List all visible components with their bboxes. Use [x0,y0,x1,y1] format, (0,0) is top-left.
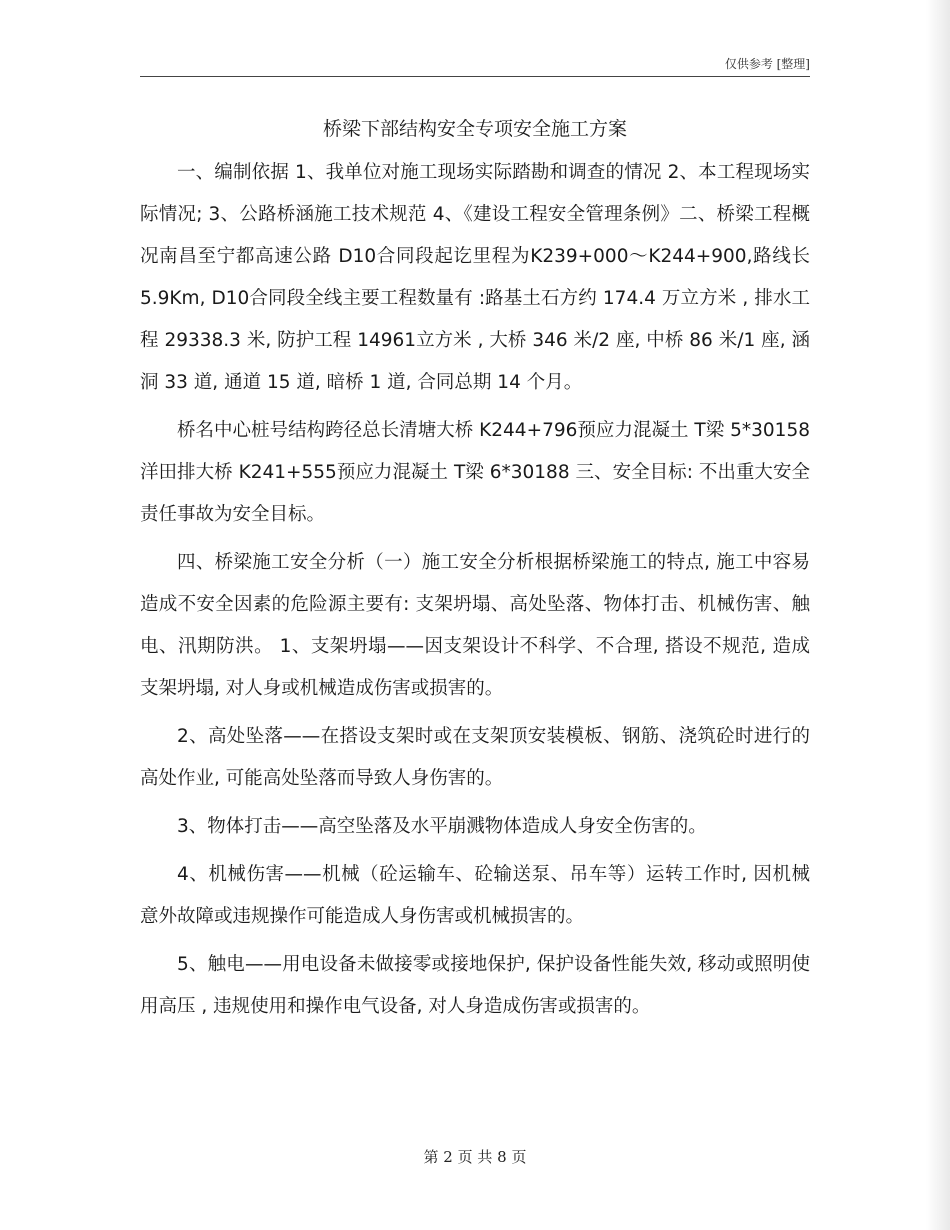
paragraph-fall-from-height: 2、高处坠落——在搭设支架时或在支架顶安装模板、钢筋、浇筑砼时进行的高处作业, 可能高处坠落而导致人身伤害的。 [140,726,810,789]
header-rule [140,76,810,77]
paragraph-electric-shock: 5、触电——用电设备未做接零或接地保护, 保护设备性能失效, 移动或照明使用高压 , 违规使用和操作电气设备, 对人身造成伤害或损害的。 [140,954,810,1017]
paragraph-safety-analysis: 四、桥梁施工安全分析（一）施工安全分析根据桥梁施工的特点, 施工中容易造成不安全因素的危险源主要有: 支架坍塌、高处坠落、物体打击、机械伤害、触电、汛期防洪。 1、支架坍塌——因支架设计不科学、不合理, 搭设不规范, 造成支架坍塌, 对人身或机械造成伤害或损害的。 [140,552,810,699]
page-edge-shadow [926,0,950,1230]
paragraph-bridges-goal: 桥名中心桩号结构跨径总长清塘大桥 K244+796预应力混凝土 T梁 5*30158 洋田排大桥 K241+555预应力混凝土 T梁 6*30188 三、安全目标: 不出重大安全责任事故为安全目标。 [140,420,810,525]
paragraph-object-strike: 3、物体打击——高空坠落及水平崩溅物体造成人身安全伤害的。 [177,816,707,837]
header-note: 仅供参考 [整理] [724,57,810,71]
page-number: 第 2 页 共 8 页 [423,1148,527,1166]
document-title: 桥梁下部结构安全专项安全施工方案 [322,118,627,140]
paragraph-basis-overview: 一、编制依据 1、我单位对施工现场实际踏勘和调查的情况 2、本工程现场实际情况; 3、公路桥涵施工技术规范 4、《建设工程安全管理条例》二、桥梁工程概况南昌至宁都高速公路 D10合同段起讫里程为K239+000～K244+900,路线长 5.9Km, D10合同段全线主要工程数量有 :路基土石方约 174.4 万立方米 , 排水工程 29338.3 米, 防护工程 14961立方米 , 大桥 346 米/2 座, 中桥 86 米/1 座, 涵洞 33 道, 通道 15 道, 暗桥 1 道, 合同总期 14 个月。 [140,162,810,393]
document-body [140,152,810,1034]
paragraph-mechanical-injury: 4、机械伤害——机械（砼运输车、砼输送泵、吊车等）运转工作时, 因机械意外故障或违规操作可能造成人身伤害或机械损害的。 [140,864,810,927]
